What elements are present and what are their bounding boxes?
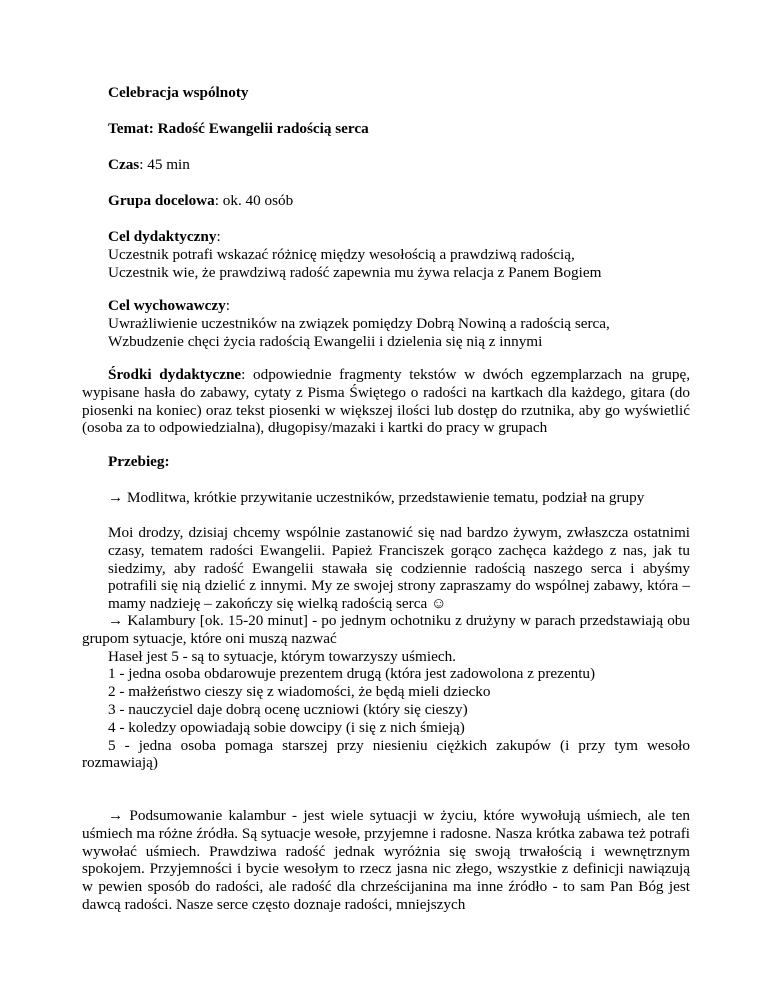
charades-note: Haseł jest 5 - są to sytuacje, którym towarzyszy uśmiech.: [108, 647, 456, 665]
charades-item: 3 - nauczyciel daje dobrą ocenę uczniowi (który się cieszy): [108, 700, 468, 718]
didactic-goal-label: Cel dydaktyczny: [108, 228, 217, 245]
didactic-goal-item: Uczestnik potrafi wskazać różnicę między wesołością a prawdziwą radością,: [108, 245, 575, 263]
educational-goal-section: [108, 297, 688, 350]
topic-line: [108, 120, 688, 138]
charades-section: [82, 612, 690, 772]
intro-paragraph: Moi drodzy, dzisiaj chcemy wspólnie zastanowić się nad bardzo żywym, zwłaszcza ostatnimi czasy, tematem radości Ewangelii. Papież Franciszek gorąco zachęca każdego z nas, jak tu siedzimy, aby radość Ewangelii stawała się codziennie radością naszego serca i abyśmy potrafili się nią dzielić z innymi. My ze swojej strony zapraszamy do wspólnej zabawy, która – mamy nadzieję – zakończy się wielką radością serca ☺: [108, 524, 690, 613]
educational-goal-colon: :: [225, 297, 230, 314]
charades-item: 1 - jedna osoba obdarowuje prezentem drugą (która jest zadowolona z prezentu): [108, 665, 596, 683]
charades-item: 2 - małżeństwo cieszy się z wiadomości, że będą mieli dziecko: [108, 683, 491, 701]
charades-item: 4 - koledzy opowiadają sobie dowcipy (i się z nich śmieją): [108, 718, 465, 736]
topic-value: Radość Ewangelii radością serca: [153, 120, 369, 137]
teaching-aids-label: Środki dydaktyczne: [108, 366, 242, 383]
procedure-heading: Przebieg:: [108, 453, 170, 470]
charades-item: 5 - jedna osoba pomaga starszej przy niesieniu ciężkich zakupów (i przy tym wesoło rozmawiają): [82, 736, 690, 772]
document-title: Celebracja wspólnoty: [108, 84, 249, 101]
teaching-aids-paragraph: [82, 366, 690, 437]
didactic-goal-colon: :: [216, 228, 221, 245]
topic-label: Temat:: [108, 120, 154, 137]
educational-goal-item: Wzbudzenie chęci życia radością Ewangelii i dzielenia się nią z innymi: [108, 332, 543, 350]
step-prayer: → Modlitwa, krótkie przywitanie uczestników, przedstawienie tematu, podział na grupy: [108, 489, 645, 506]
educational-goal-label: Cel wychowawczy: [108, 297, 226, 314]
time-value: : 45 min: [139, 156, 190, 173]
target-group-value: : ok. 40 osób: [214, 192, 294, 209]
didactic-goal-section: [108, 228, 688, 281]
didactic-goal-item: Uczestnik wie, że prawdziwą radość zapewnia mu żywa relacja z Panem Bogiem: [108, 263, 602, 281]
summary-paragraph: → Podsumowanie kalambur - jest wiele sytuacji w życiu, które wywołują uśmiech, ale ten uśmiech ma różne źródła. Są sytuacje wesołe, przyjemne i radosne. Nasza krótka zabawa też potrafi wywołać uśmiech. Prawdziwa radość jednak wyróżnia się swoją trwałością i wewnętrznym spokojem. Przyjemności i bycie wesołym to rzecz jasna nic złego, wszystkie z definicji nawiązują w pewien sposób do radości, ale radość dla chrześcijanina ma inne źródło - to sam Pan Bóg jest dawcą radości. Nasze serce często doznaje radości, mniejszych: [82, 807, 690, 913]
target-group-line: [108, 192, 688, 210]
educational-goal-item: Uwrażliwienie uczestników na związek pomiędzy Dobrą Nowiną a radością serca,: [108, 314, 610, 332]
time-label: Czas: [108, 156, 140, 173]
target-group-label: Grupa docelowa: [108, 192, 215, 209]
teaching-aids-text: : odpowiednie fragmenty tekstów w dwóch egzemplarzach na grupę, wypisane hasła do zabawy, cytaty z Pisma Świętego o radości na kartkach dla każdego, gitara (do piosenki na koniec) oraz tekst piosenki w większej ilości lub dostęp do rzutnika, aby go wyświetlić (osoba za to odpowiedzialna), długopisy/mazaki i kartki do pracy w grupach: [82, 366, 691, 437]
time-line: [108, 156, 688, 174]
charades-intro: → Kalambury [ok. 15-20 minut] - po jednym ochotniku z drużyny w parach przedstawiają obu grupom sytuacje, które oni muszą nazwać: [82, 612, 690, 647]
